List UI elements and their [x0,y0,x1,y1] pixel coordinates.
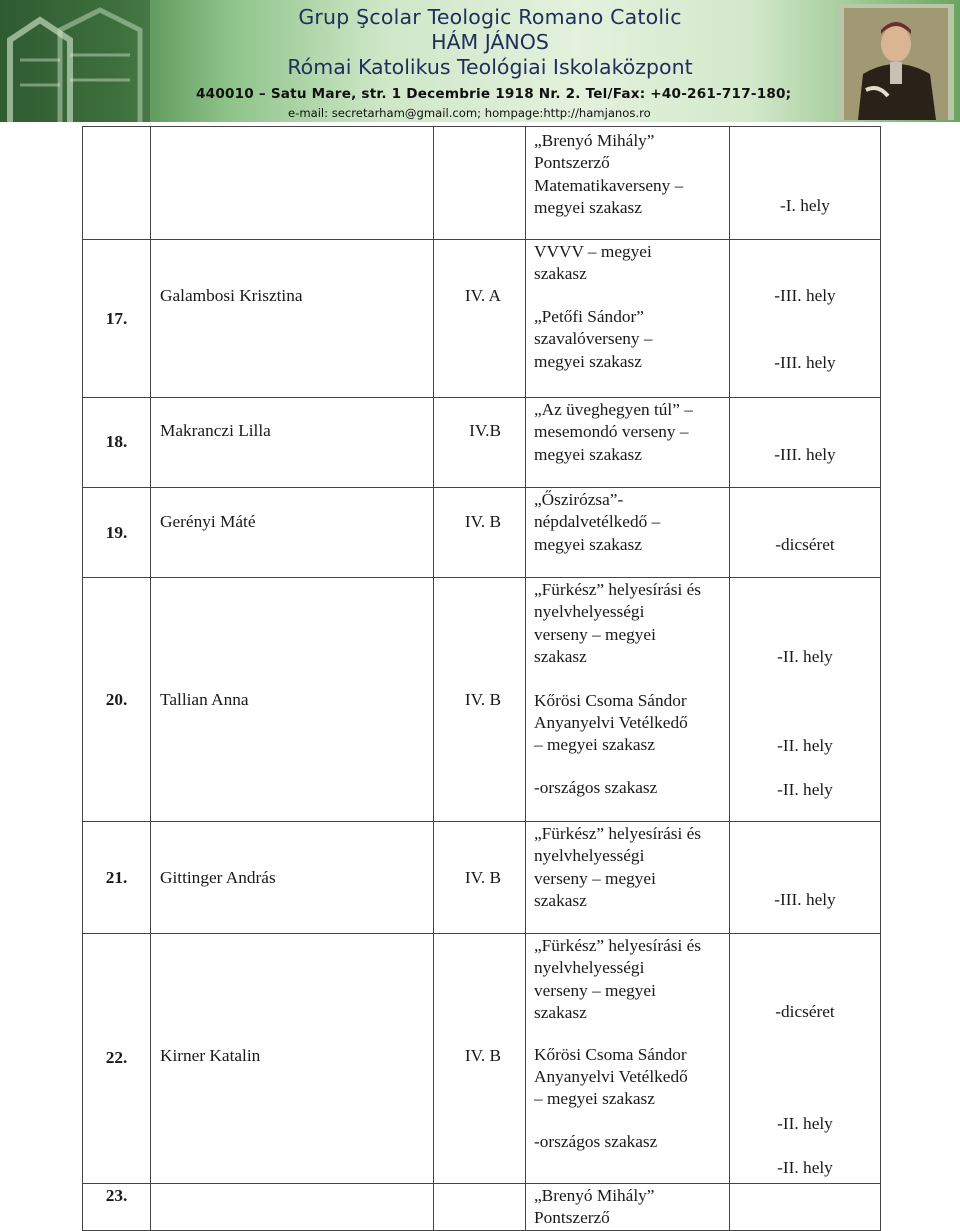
contest-line: mesemondó verseny – [534,422,689,442]
row-number: 21. [83,822,151,934]
contest-line: nyelvhelyességi [534,846,645,866]
contest-cell [526,240,730,398]
contest-line: megyei szakasz [534,198,642,218]
school-contact: e-mail: secretarham@gmail.com; hompage:http://hamjanos.ro [288,106,651,120]
contest-line: „Őszirózsa”- [534,490,624,509]
contest-cell [526,488,730,578]
row-number: 19. [83,488,151,578]
result-text: -III. hely [774,286,836,305]
portrait-image [838,4,954,120]
contest-line: „Fürkész” helyesírási és [534,824,701,843]
table-row [83,127,881,240]
contest-line: Pontszerző [534,153,610,173]
class-cell [434,127,526,240]
student-name: Makranczi Lilla [151,398,434,488]
school-name-ham-janos: HÁM JÁNOS [431,30,549,54]
class-cell: IV.B [434,398,526,488]
student-name: Kirner Katalin [151,934,434,1184]
contest-line: Anyanyelvi Vetélkedő [534,713,688,733]
result-cell [730,240,881,398]
contest-line: -országos szakasz [534,777,658,797]
result-cell [730,488,881,578]
contest-cell [526,934,730,1184]
result-text: -II. hely [777,1114,833,1133]
class-cell: IV. A [434,240,526,398]
student-name: Galambosi Krisztina [151,240,434,398]
contest-cell [526,578,730,822]
contest-line: „Az üveghegyen túl” – [534,400,693,419]
school-address: 440010 – Satu Mare, str. 1 Decembrie 1918 Nr. 2. Tel/Fax: +40-261-717-180; [196,86,792,102]
result-cell [730,127,881,240]
student-name: Tallian Anna [151,578,434,822]
result-text: -dicséret [775,535,835,554]
school-name-romanian: Grup Şcolar Teologic Romano Catolic [298,5,682,29]
table-row [83,240,881,398]
result-text: -II. hely [777,780,833,799]
contest-line: – megyei szakasz [534,735,655,755]
results-table [82,126,881,1231]
contest-line: nyelvhelyességi [534,958,645,978]
contest-line: „Fürkész” helyesírási és [534,580,701,599]
table-row [83,488,881,578]
row-number: 22. [83,934,151,1184]
result-text: -III. hely [774,445,836,464]
contest-line: szakasz [534,1003,587,1023]
table-row [83,934,881,1184]
contest-line: Pontszerző [534,1208,610,1228]
contest-line: szakasz [534,264,587,284]
result-text: -dicséret [775,1002,835,1021]
contest-line: „Fürkész” helyesírási és [534,936,701,955]
contest-cell [526,127,730,240]
contest-line: verseny – megyei [534,868,656,888]
contest-line: szakasz [534,647,587,667]
contest-line: „Brenyó Mihály” [534,1186,655,1205]
contest-line: verseny – megyei [534,980,656,1000]
contest-line: -országos szakasz [534,1131,658,1151]
student-name [151,127,434,240]
result-text: -III. hely [774,890,836,909]
school-name-hungarian: Római Katolikus Teológiai Iskolaközpont [287,55,693,79]
table-row [83,1184,881,1231]
school-building-graphic [0,0,150,122]
contest-line: VVVV – megyei [534,242,652,261]
contest-line: megyei szakasz [534,444,642,464]
contest-line: Anyanyelvi Vetélkedő [534,1067,688,1087]
contest-line: Kőrösi Csoma Sándor [534,690,687,710]
contest-line: Kőrösi Csoma Sándor [534,1044,687,1064]
class-cell: IV. B [434,822,526,934]
result-cell [730,1184,881,1231]
contest-line: – megyei szakasz [534,1089,655,1109]
contest-line: megyei szakasz [534,534,642,554]
student-name [151,1184,434,1231]
result-cell [730,822,881,934]
class-cell: IV. B [434,488,526,578]
table-row [83,822,881,934]
student-name: Gittinger András [151,822,434,934]
result-cell [730,578,881,822]
row-number [83,127,151,240]
school-name [150,4,830,80]
row-number: 18. [83,398,151,488]
result-text: -III. hely [774,353,836,372]
header-banner [0,0,960,122]
contest-line: megyei szakasz [534,351,642,371]
result-text: -II. hely [777,647,833,666]
table-row [83,578,881,822]
row-number: 23. [83,1184,151,1231]
contest-line: szavalóverseny – [534,329,653,349]
contest-cell [526,398,730,488]
contest-line: „Brenyó Mihály” [534,131,655,150]
result-cell [730,398,881,488]
contest-line: népdalvetélkedő – [534,512,661,532]
student-name: Gerényi Máté [151,488,434,578]
contest-cell [526,822,730,934]
class-cell: IV. B [434,934,526,1184]
contest-line: nyelvhelyességi [534,602,645,622]
result-text: -II. hely [777,1158,833,1177]
result-text: -I. hely [780,196,830,215]
result-cell [730,934,881,1184]
class-cell: IV. B [434,578,526,822]
row-number: 20. [83,578,151,822]
contest-line: Matematikaverseny – [534,175,684,195]
row-number: 17. [83,240,151,398]
contest-line: szakasz [534,891,587,911]
contest-line: verseny – megyei [534,624,656,644]
class-cell [434,1184,526,1231]
table-row [83,398,881,488]
contest-cell [526,1184,730,1231]
contest-line: „Petőfi Sándor” [534,306,644,326]
result-text: -II. hely [777,736,833,755]
